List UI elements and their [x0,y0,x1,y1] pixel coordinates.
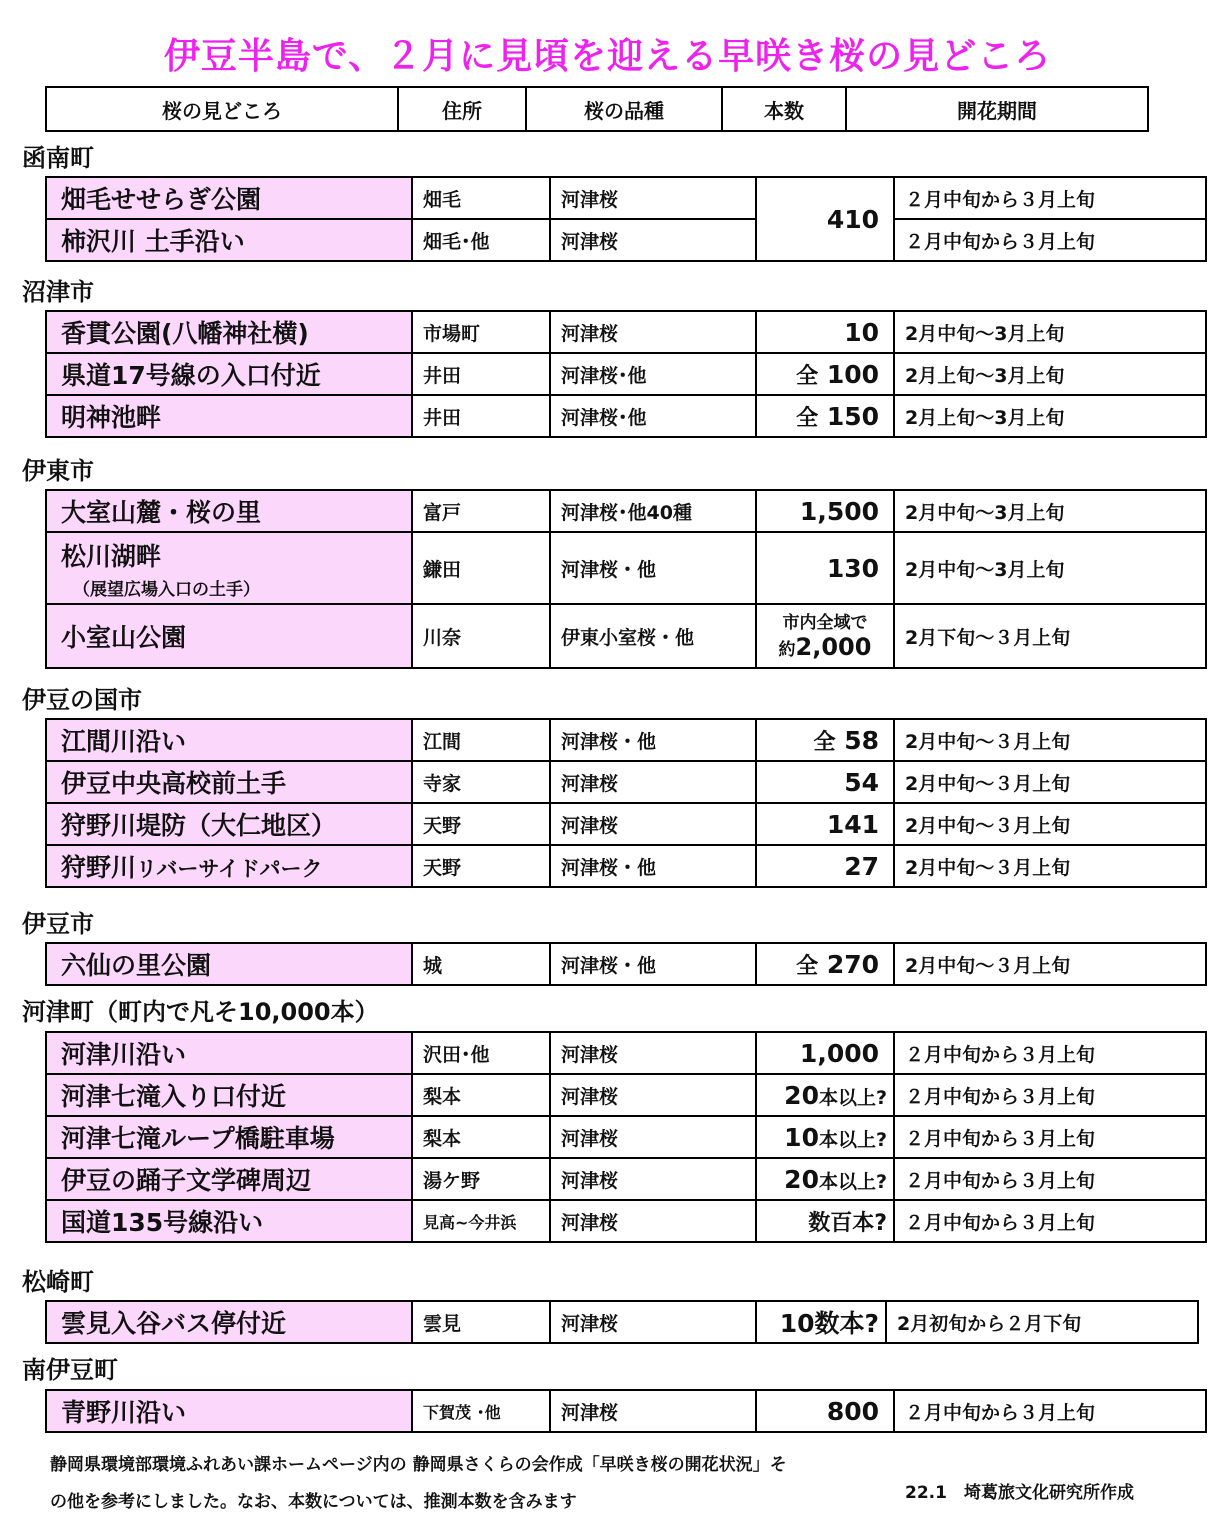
variety: 河津桜 [550,1116,756,1158]
count-value: 10 [784,1122,819,1152]
spot-name [46,845,412,887]
address: 天野 [412,803,550,845]
table-row [46,532,1206,604]
table-header [45,86,1149,132]
tree-count: 410 [756,177,894,261]
tree-count [756,353,894,395]
variety: 河津桜 [550,803,756,845]
header-variety: 桜の品種 [526,87,722,131]
spot-name: 小室山公園 [46,604,412,668]
spot-main: 松川湖畔 [61,541,162,571]
tree-count: 800 [756,1390,894,1432]
count-prefix: 全 [813,729,836,755]
header-count: 本数 [722,87,846,131]
variety: 伊東小室桜・他 [550,604,756,668]
table-row [46,490,1206,532]
count-suffix: 本以上? [818,1086,887,1109]
address: 寺家 [412,761,550,803]
bloom-period: ２月中旬から３月上旬 [894,1074,1206,1116]
table-row [46,395,1206,437]
count-suffix: 本以上? [818,1170,887,1193]
table-row [46,1390,1206,1432]
credit: 22.1 埼葛旅文化研究所作成 [905,1483,1134,1503]
spot-name: 県道17号線の入口付近 [46,353,412,395]
address: 梨本 [412,1116,550,1158]
section-heading: 伊豆市 [22,910,94,938]
table-row [46,1074,1206,1116]
section-table [45,1031,1207,1243]
count-value: 100 [826,359,879,389]
bloom-period: ２月中旬から３月上旬 [894,1200,1206,1242]
count-prefix: 全 [796,363,819,389]
section-table [45,310,1207,438]
tree-count [756,604,894,668]
address: 畑毛 [412,177,550,219]
section-table [45,942,1207,986]
address: 井田 [412,353,550,395]
spot-main: 狩野川 [61,853,137,882]
variety: 河津桜･他40種 [550,490,756,532]
spot-name: 青野川沿い [46,1390,412,1432]
bloom-period: ２月中旬から３月上旬 [894,177,1206,219]
count-value: 20 [784,1164,819,1194]
spot-small: リバーサイドパーク [136,857,323,881]
table-row [46,803,1206,845]
spot-name: 河津川沿い [46,1032,412,1074]
tree-count: 141 [756,803,894,845]
table-row [46,1116,1206,1158]
bloom-period: 2月下旬～３月上旬 [894,604,1206,668]
variety: 河津桜 [550,1158,756,1200]
variety: 河津桜 [550,1074,756,1116]
header-address: 住所 [398,87,526,131]
spot-name: 畑毛せせらぎ公園 [46,177,412,219]
variety: 河津桜・他 [550,845,756,887]
header-spot: 桜の見どころ [46,87,398,131]
table-row [46,604,1206,668]
section-heading: 函南町 [22,144,94,172]
address: 畑毛･他 [412,219,550,261]
variety: 河津桜･他 [550,395,756,437]
spot-name: 河津七滝ループ橋駐車場 [46,1116,412,1158]
address: 鎌田 [412,532,550,604]
section-heading: 伊東市 [22,457,94,485]
count-note: 市内全域で [782,612,868,633]
variety: 河津桜 [550,219,756,261]
spot-name: 六仙の里公園 [46,943,412,985]
tree-count: 10数本? [756,1301,886,1343]
address: 雲見 [412,1301,550,1343]
spot-name: 大室山麓・桜の里 [46,490,412,532]
bloom-period: ２月中旬から３月上旬 [894,1390,1206,1432]
variety: 河津桜・他 [550,532,756,604]
table-row [46,177,1206,219]
bloom-period: 2月中旬～3月上旬 [894,490,1206,532]
bloom-period: 2月上旬～3月上旬 [894,395,1206,437]
address: 川奈 [412,604,550,668]
section-table [45,1300,1199,1344]
count-prefix: 全 [796,405,819,431]
variety: 河津桜 [550,1301,756,1343]
table-row [46,1158,1206,1200]
header-period: 開花期間 [846,87,1148,131]
table-row [46,1301,1198,1343]
address: 富戸 [412,490,550,532]
table-row [46,719,1206,761]
table-row [46,845,1206,887]
variety: 河津桜･他 [550,353,756,395]
bloom-period: 2月中旬～３月上旬 [894,943,1206,985]
variety: 河津桜 [550,311,756,353]
section-heading: 沼津市 [22,278,94,306]
variety: 河津桜 [550,761,756,803]
address: 天野 [412,845,550,887]
spot-name: 伊豆の踊子文学碑周辺 [46,1158,412,1200]
tree-count: 1,000 [756,1032,894,1074]
address: 城 [412,943,550,985]
spot-name: 江間川沿い [46,719,412,761]
variety: 河津桜 [550,1200,756,1242]
tree-count [756,1074,894,1116]
variety: 河津桜 [550,1032,756,1074]
spot-name: 雲見入谷バス停付近 [46,1301,412,1343]
bloom-period: ２月中旬から３月上旬 [894,1158,1206,1200]
count-value: 58 [844,725,879,755]
spot-name: 伊豆中央高校前土手 [46,761,412,803]
section-heading: 伊豆の国市 [22,686,142,714]
table-row [46,761,1206,803]
count-value: 270 [826,949,879,979]
spot-subtitle: （展望広場入口の土手） [73,579,260,600]
bloom-period: 2月中旬～３月上旬 [894,803,1206,845]
spot-name: 河津七滝入り口付近 [46,1074,412,1116]
table-row [46,1032,1206,1074]
footnote-line-2: の他を参考にしました。なお、本数については、推測本数を含みます [50,1492,577,1512]
tree-count [756,943,894,985]
footnote-line-1: 静岡県環境部環境ふれあい課ホームページ内の 静岡県さくらの会作成「早咲き桜の開花状況」そ [50,1455,787,1475]
tree-count [756,395,894,437]
count-prefix: 約 [778,639,796,660]
tree-count [756,719,894,761]
variety: 河津桜・他 [550,719,756,761]
bloom-period: 2月中旬～3月上旬 [894,532,1206,604]
bloom-period: 2月初旬から２月下旬 [886,1301,1198,1343]
table-row [46,219,1206,261]
spot-name: 狩野川堤防（大仁地区） [46,803,412,845]
table-row [46,1200,1206,1242]
section-heading: 松崎町 [22,1268,94,1296]
section-table [45,718,1207,888]
bloom-period: 2月中旬～3月上旬 [894,311,1206,353]
spot-name: 国道135号線沿い [46,1200,412,1242]
address: 湯ケ野 [412,1158,550,1200]
spot-name: 柿沢川 土手沿い [46,219,412,261]
tree-count: 27 [756,845,894,887]
tree-count: 130 [756,532,894,604]
count-prefix: 全 [796,953,819,979]
count-value: 150 [826,401,879,431]
address: 梨本 [412,1074,550,1116]
section-table [45,489,1207,669]
table-row [46,943,1206,985]
address: 井田 [412,395,550,437]
table-row [46,311,1206,353]
address: 江間 [412,719,550,761]
variety: 河津桜 [550,1390,756,1432]
variety: 河津桜・他 [550,943,756,985]
tree-count [756,1116,894,1158]
spot-name [46,532,412,604]
bloom-period: 2月上旬～3月上旬 [894,353,1206,395]
count-value: 20 [784,1080,819,1110]
section-table [45,176,1207,262]
address: 下賀茂 ･他 [412,1390,550,1432]
page-title: 伊豆半島で、２月に見頃を迎える早咲き桜の見どころ [163,36,1052,77]
address: 市場町 [412,311,550,353]
bloom-period: 2月中旬～３月上旬 [894,719,1206,761]
address: 沢田･他 [412,1032,550,1074]
spot-name: 明神池畔 [46,395,412,437]
tree-count: 1,500 [756,490,894,532]
tree-count: 54 [756,761,894,803]
count-value: 2,000 [795,632,872,661]
address: 見高~今井浜 [412,1200,550,1242]
bloom-period: ２月中旬から３月上旬 [894,1116,1206,1158]
count-suffix: 本以上? [818,1128,887,1151]
bloom-period: 2月中旬～３月上旬 [894,845,1206,887]
section-heading: 河津町（町内で凡そ10,000本） [22,998,379,1026]
section-heading: 南伊豆町 [22,1356,118,1384]
variety: 河津桜 [550,177,756,219]
bloom-period: 2月中旬～３月上旬 [894,761,1206,803]
spot-name: 香貫公園(八幡神社横) [46,311,412,353]
tree-count [756,1158,894,1200]
tree-count: 10 [756,311,894,353]
bloom-period: ２月中旬から３月上旬 [894,1032,1206,1074]
bloom-period: ２月中旬から３月上旬 [894,219,1206,261]
section-table [45,1389,1207,1433]
table-row [46,353,1206,395]
tree-count: 数百本? [756,1200,894,1242]
